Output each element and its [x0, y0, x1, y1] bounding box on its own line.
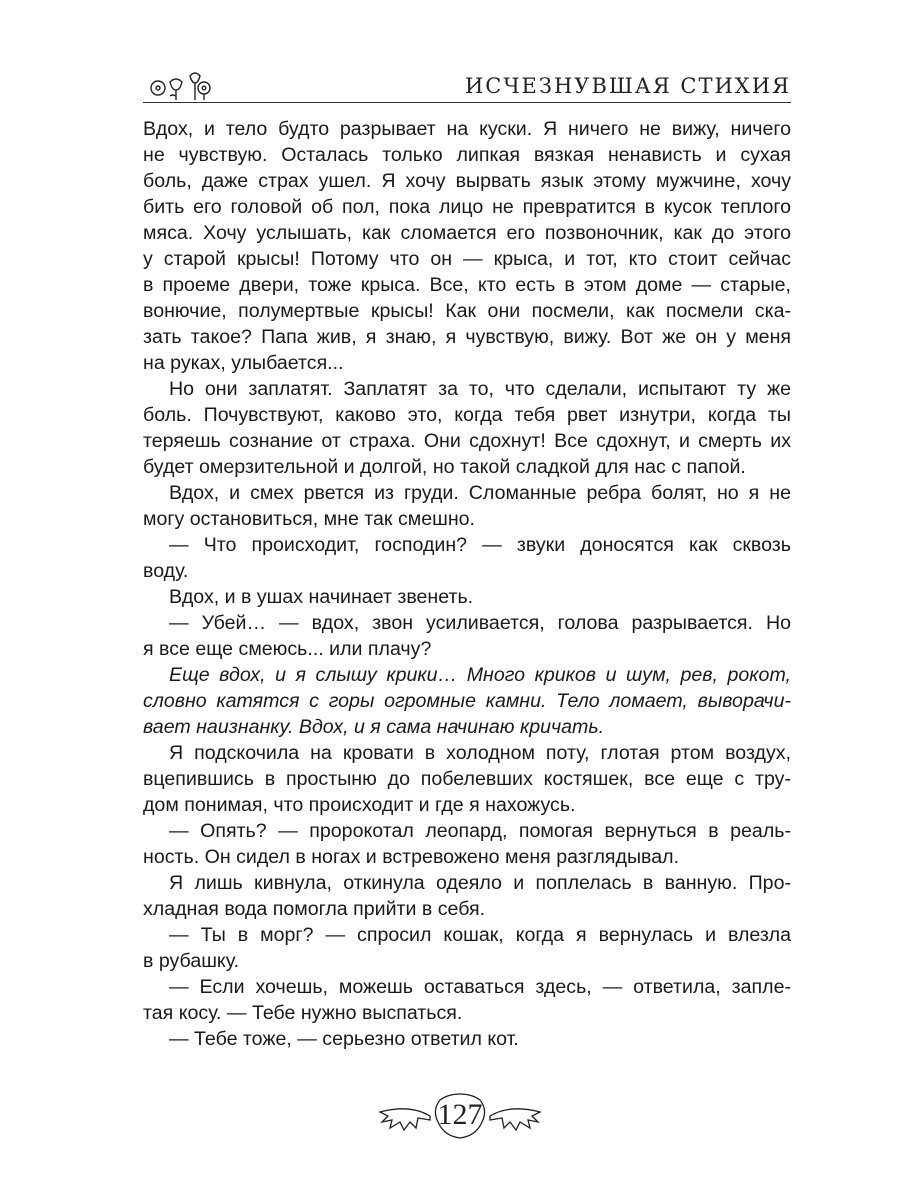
- text-line: в рубашку.: [143, 950, 240, 972]
- running-header: [143, 68, 791, 103]
- text-line: мяса. Хочу услышать, как сломается его позвоночник, как до этого: [143, 222, 791, 244]
- text-line: Я подскочила на кровати в холодном поту, глотая ртом воздух,: [169, 742, 791, 764]
- book-title: ИСЧЕЗНУВШАЯ СТИХИЯ: [464, 74, 791, 98]
- flowers-ornament-icon: [148, 70, 228, 102]
- text-line: боль, даже страх ушел. Я хочу вырвать язык этому мужчине, хочу: [143, 170, 791, 192]
- text-line: Вдох, и в ушах начинает звенеть.: [169, 586, 474, 608]
- text-line: — Тебе тоже, — серьезно ответил кот.: [169, 1028, 519, 1050]
- text-line: — Что происходит, господин? — звуки доносятся как сквозь: [169, 534, 791, 556]
- page-number: 127: [437, 1098, 483, 1131]
- text-line: могу остановиться, мне так смешно.: [143, 508, 475, 530]
- text-line: не чувствую. Осталась только липкая вязкая ненависть и сухая: [143, 144, 791, 166]
- text-line: Но они заплатят. Заплатят за то, что сделали, испытают ту же: [169, 378, 791, 400]
- text-line: боль. Почувствуют, каково это, когда тебя рвет изнутри, когда ты: [143, 404, 791, 426]
- text-line: Вдох, и смех рвется из груди. Сломанные ребра болят, но я не: [169, 482, 791, 504]
- text-line: ность. Он сидел в ногах и встревожено меня разглядывал.: [143, 846, 680, 868]
- text-line: будет омерзительной и долгой, но такой сладкой для нас с папой.: [143, 456, 746, 478]
- text-line: бить его головой об пол, пока лицо не превратится в кусок теплого: [143, 196, 791, 218]
- text-line: вонючие, полумертвые крысы! Как они посмели, как посмели ска-: [143, 300, 791, 322]
- text-line: Я лишь кивнула, откинула одеяло и поплелась в ванную. Про-: [169, 872, 791, 894]
- body-text: [143, 116, 791, 1052]
- text-line: словно катятся с горы огромные камни. Тело ломает, выворачи-: [143, 690, 791, 712]
- text-line: теряешь сознание от страха. Они сдохнут! Все сдохнут, и смерть их: [143, 430, 791, 452]
- text-line: — Если хочешь, можешь оставаться здесь, — ответила, запле-: [169, 976, 791, 998]
- text-line: в проеме двери, тоже крыса. Все, кто есть в этом доме — старые,: [143, 274, 791, 296]
- text-line: на руках, улыбается...: [143, 352, 344, 374]
- text-line: дом понимая, что происходит и где я нахожусь.: [143, 794, 576, 816]
- text-line: Еще вдох, и я слышу крики… Много криков и шум, рев, рокот,: [169, 664, 791, 686]
- page-number-ornament: [370, 1086, 550, 1146]
- text-line: — Убей… — вдох, звон усиливается, голова разрывается. Но: [169, 612, 791, 634]
- text-line: вает наизнанку. Вдох, и я сама начинаю кричать.: [143, 716, 605, 738]
- text-line: вцепившись в простыню до побелевших костяшек, все еще с тру-: [143, 768, 791, 790]
- text-line: — Опять? — пророкотал леопард, помогая вернуться в реаль-: [169, 820, 791, 842]
- text-line: тая косу. — Тебе нужно выспаться.: [143, 1002, 463, 1024]
- text-line: зать такое? Папа жив, я знаю, я чувствую, вижу. Вот же он у меня: [143, 326, 791, 348]
- text-line: Вдох, и тело будто разрывает на куски. Я ничего не вижу, ничего: [143, 118, 791, 140]
- text-line: у старой крысы! Потому что он — крыса, и тот, кто стоит сейчас: [143, 248, 791, 270]
- text-line: — Ты в морг? — спросил кошак, когда я вернулась и влезла: [169, 924, 791, 946]
- text-line: я все еще смеюсь... или плачу?: [143, 638, 432, 660]
- text-line: хладная вода помогла прийти в себя.: [143, 898, 486, 920]
- text-line: воду.: [143, 560, 189, 582]
